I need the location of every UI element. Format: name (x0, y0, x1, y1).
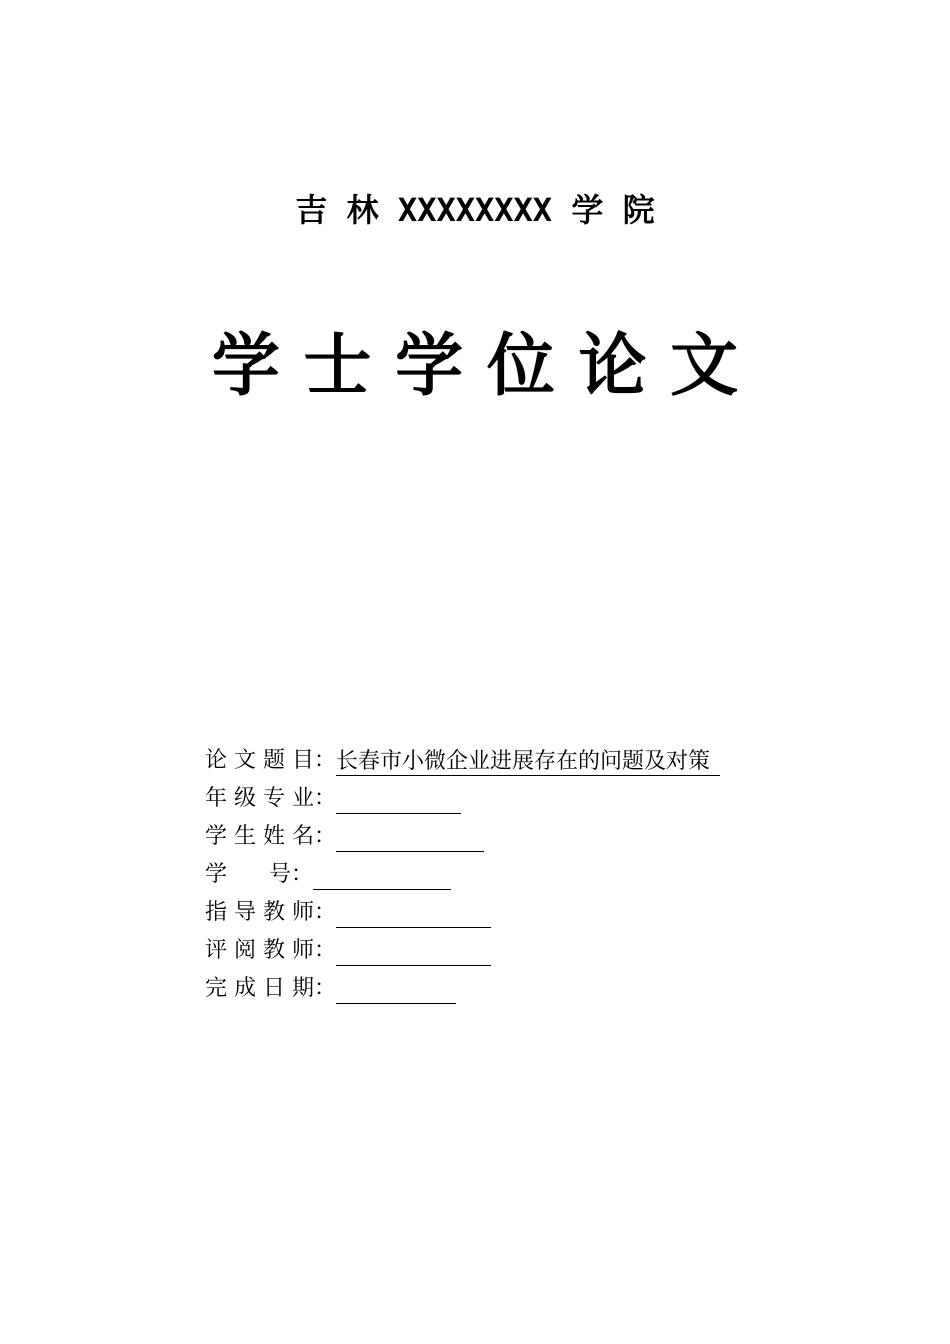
info-row-completion-date (205, 970, 845, 1008)
university-name: 吉 林 XXXXXXXX 学 院 (295, 191, 655, 229)
title-label: 论 文 题 目： (205, 748, 336, 773)
title-value: 长春市小微企业进展存在的问题及对策 (336, 749, 720, 776)
info-row-advisor (205, 894, 845, 932)
advisor-blank (336, 901, 491, 928)
reviewer-blank (336, 939, 491, 966)
info-row-student-name (205, 818, 845, 856)
student-id-blank (313, 863, 451, 890)
reviewer-label: 评 阅 教 师： (205, 938, 336, 963)
grade-major-blank (336, 787, 461, 814)
degree-title: 学 士 学 位 论 文 (211, 327, 739, 406)
info-row-student-id (205, 856, 845, 894)
student-name-label: 学 生 姓 名： (205, 824, 336, 849)
thesis-info-block (205, 742, 845, 1008)
info-row-reviewer (205, 932, 845, 970)
student-name-blank (336, 825, 484, 852)
completion-date-blank (336, 977, 456, 1004)
advisor-label: 指 导 教 师： (205, 900, 336, 925)
grade-major-label: 年 级 专 业： (205, 786, 336, 811)
info-row-grade-major (205, 780, 845, 818)
student-id-label: 学 号： (205, 862, 313, 887)
completion-date-label: 完 成 日 期： (205, 976, 336, 1001)
info-row-title (205, 742, 845, 780)
